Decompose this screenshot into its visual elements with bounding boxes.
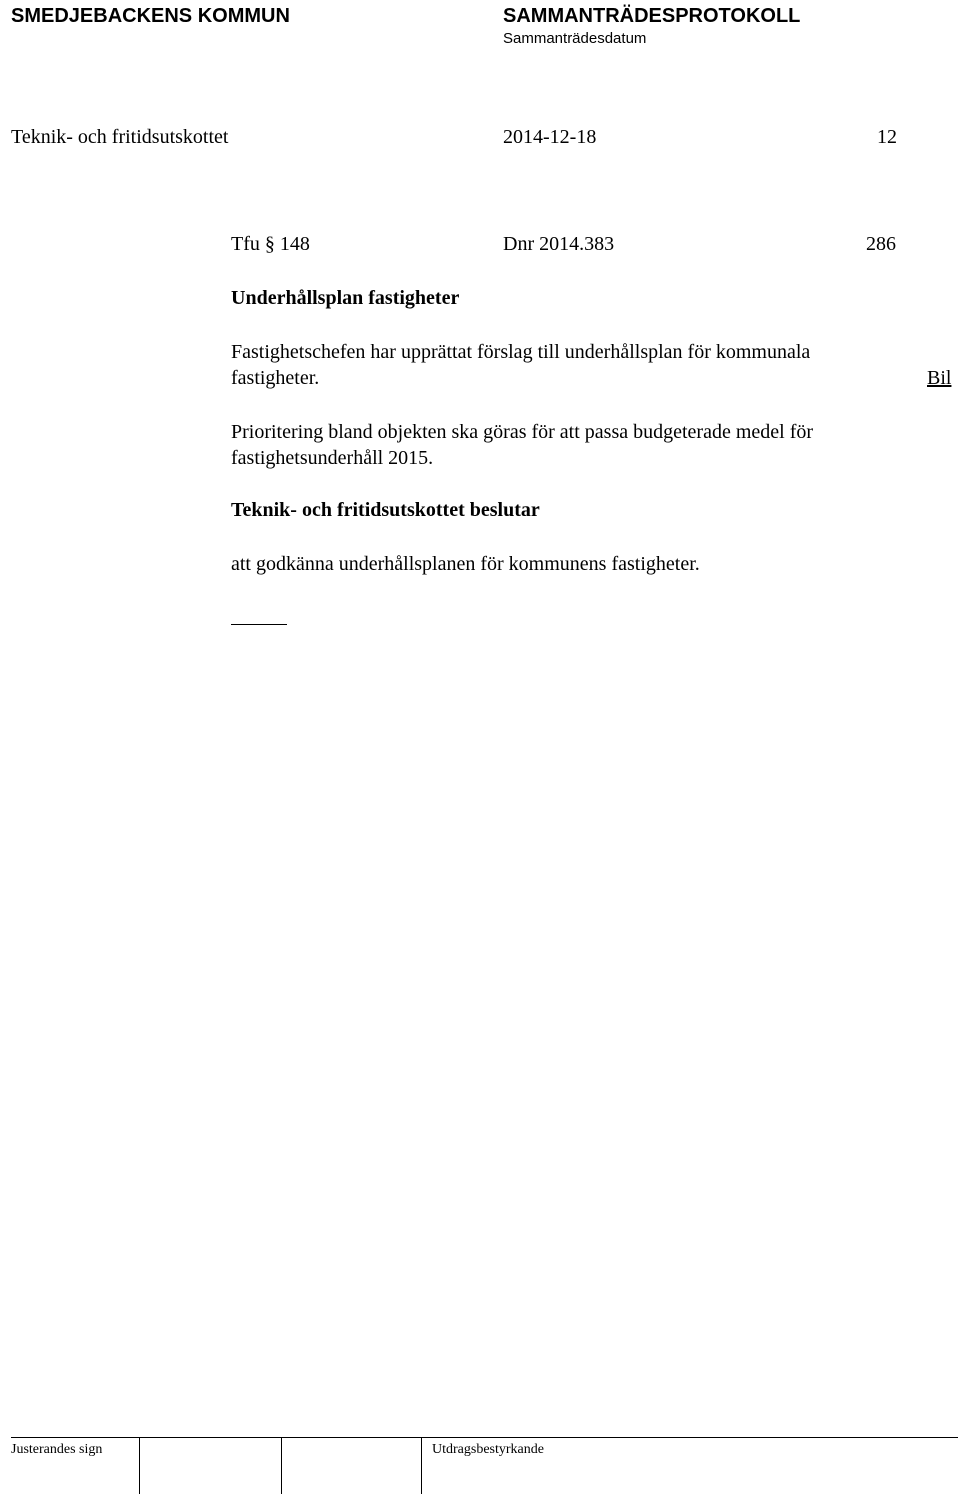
diary-number-suffix: 286 [866, 233, 896, 255]
date-label: Sammanträdesdatum [503, 30, 647, 47]
page-number: 12 [877, 126, 897, 148]
paragraph-1-line-2: fastigheter. [231, 367, 320, 389]
committee-name: Teknik- och fritidsutskottet [11, 126, 229, 148]
paragraph-2-line-2: fastighetsunderhåll 2015. [231, 447, 434, 469]
item-title: Underhållsplan fastigheter [231, 287, 460, 309]
decision-heading: Teknik- och fritidsutskottet beslutar [231, 499, 540, 521]
meeting-date: 2014-12-18 [503, 126, 597, 148]
paragraph-1-line-1: Fastighetschefen har upprättat förslag till underhållsplan för kommunala [231, 341, 811, 363]
attachment-link[interactable]: Bil [927, 367, 952, 389]
footer-rule-left [11, 1437, 421, 1438]
utdragsbestyrkande-label: Utdragsbestyrkande [432, 1442, 544, 1457]
organization-name: SMEDJEBACKENS KOMMUN [11, 5, 290, 27]
diary-number: Dnr 2014.383 [503, 233, 615, 255]
decision-text: att godkänna underhållsplanen för kommunens fastigheter. [231, 553, 700, 575]
signature-cell-divider [281, 1438, 282, 1494]
footer-rule-right [421, 1437, 958, 1438]
signature-cell-divider [421, 1438, 422, 1494]
paragraph-2-line-1: Prioritering bland objekten ska göras för att passa budgeterade medel för [231, 421, 814, 443]
document-type: SAMMANTRÄDESPROTOKOLL [503, 5, 801, 27]
justerandes-sign-label: Justerandes sign [11, 1442, 103, 1457]
paragraph-reference: Tfu § 148 [231, 233, 310, 255]
section-end-rule [231, 624, 287, 625]
signature-cell-divider [139, 1438, 140, 1494]
